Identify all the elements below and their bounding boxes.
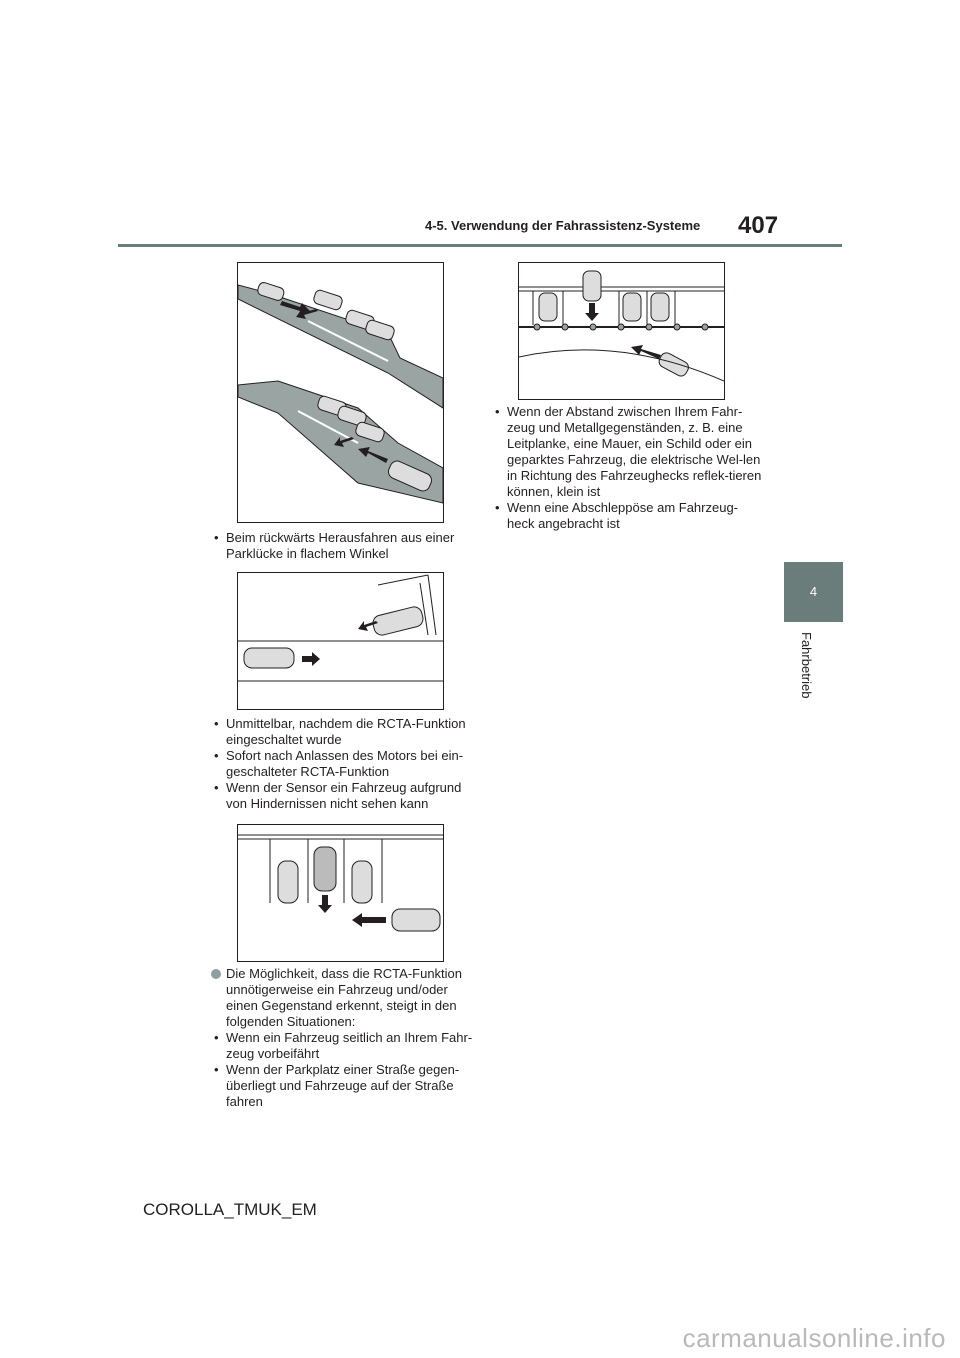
- notice-paragraph: [211, 966, 479, 1030]
- chapter-number: 4: [809, 584, 818, 599]
- notice-list: [211, 1030, 481, 1110]
- caption-item: • Wenn eine Abschleppöse am Fahrzeug-heck angebracht ist: [492, 500, 762, 532]
- page-number: 407: [738, 212, 779, 239]
- figure-obstructed-sensor: [237, 572, 444, 710]
- figure1-caption: [211, 530, 481, 562]
- obstructed-sensor-illustration: [238, 573, 443, 709]
- figure-metal-objects: [518, 262, 725, 400]
- caption-item: • Unmittelbar, nachdem die RCTA-Funktion eingeschaltet wurde: [211, 716, 481, 748]
- notice-text: Die Möglichkeit, dass die RCTA-Funktion unnötigerweise ein Fahrzeug und/oder einen Gegenstand erkennt, steigt in den folgenden Situationen:: [226, 966, 463, 1029]
- metal-objects-illustration: [519, 263, 724, 399]
- arrow-icon: [302, 621, 378, 666]
- section-title: 4-5. Verwendung der Fahrassistenz-Systeme: [425, 218, 701, 233]
- bullet-dot: [211, 969, 221, 979]
- document-code: COROLLA_TMUK_EM: [143, 1200, 317, 1219]
- caption-item: • Wenn der Abstand zwischen Ihrem Fahr-zeug und Metallgegenständen, z. B. eine Leitplanke, eine Mauer, ein Schild oder ein geparktes Fahrzeug, die elektrische Wel-len in Richtung des Fahrzeughecks reflek-tieren können, klein ist: [492, 404, 762, 500]
- arrow-icon: [318, 895, 386, 927]
- watermark: carmanualsonline.info: [682, 1323, 946, 1353]
- figure2-caption: [211, 716, 481, 812]
- header-divider: [118, 244, 842, 247]
- caption-item: • Beim rückwärts Herausfahren aus einer Parklücke in flachem Winkel: [211, 530, 481, 562]
- chapter-tab[interactable]: [784, 562, 843, 622]
- notice-item: • Wenn der Parkplatz einer Straße gegen-überliegt und Fahrzeuge auf der Straße fahren: [211, 1062, 481, 1110]
- figure4-caption: [492, 404, 762, 532]
- parking-lot-illustration: [238, 825, 443, 961]
- notice-item: • Wenn ein Fahrzeug seitlich an Ihrem Fahr-zeug vorbeifährt: [211, 1030, 481, 1062]
- caption-item: • Wenn der Sensor ein Fahrzeug aufgrund von Hindernissen nicht sehen kann: [211, 780, 481, 812]
- figure-parking-lot: [237, 824, 444, 962]
- caption-item: • Sofort nach Anlassen des Motors bei ein-geschalteter RCTA-Funktion: [211, 748, 481, 780]
- chapter-label: Fahrbetrieb: [799, 632, 814, 699]
- figure-angled-exit: [237, 262, 444, 523]
- angled-exit-illustration: [238, 263, 443, 522]
